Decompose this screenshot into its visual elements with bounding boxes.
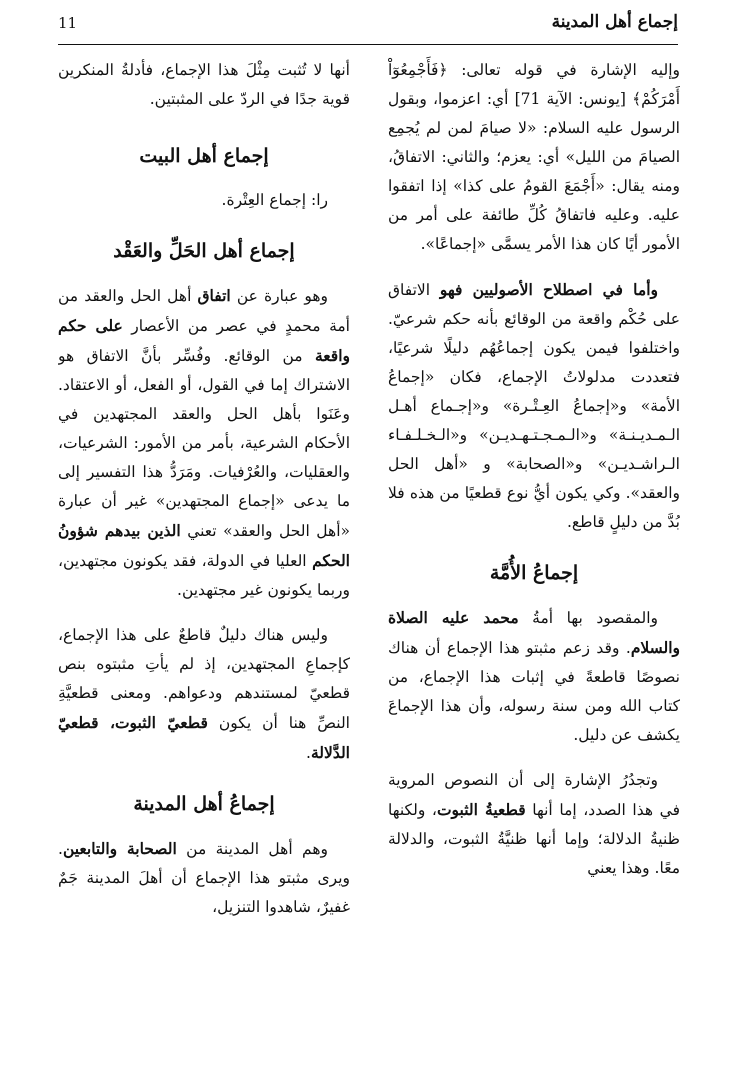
bold-phrase: الذين بيدهم شؤونُ الحكم bbox=[58, 521, 350, 570]
left-column bbox=[58, 56, 350, 1061]
text-run: وتجدُرُ الإشارة إلى أن النصوص المروية في هذا الصدد، إما أنها bbox=[388, 771, 680, 819]
bold-phrase: اتفاق bbox=[197, 286, 231, 305]
section-heading: إجماعُ أهل المدينة bbox=[133, 793, 275, 815]
paragraph bbox=[388, 603, 680, 750]
page-header bbox=[58, 10, 678, 45]
text-run: وليس هناك دليلٌ قاطعٌ على هذا الإجماع، كإجماعِ المجتهدين، إذ لم يأتِ مثبتوه بنص قطعيّ لمستندهم ودعواهم. ومعنى قطعيَّةِ النصِّ هنا أن يكون bbox=[58, 626, 350, 732]
text-run: الاتفاق على حُكْم واقعة من الوقائع بأنه حكم شرعيّ. واختلفوا فيمن يكون إجماعُهُم دليلًا شرعيًا، فتعددت مدلولاتُ الإجماع، فكان «إجماعُ الأمة» و«إجماعُ العِـتْـرة» و«إجـماع أهـل الـمـديـنـة» و«الـمـجـتـهـديـن» و«الـخـلـفـاء الـراشـديـن» و«الصحابة» و «أهل الحل والعقد». وكي يكون أيُّ نوع قطعيًا من هذه فلا بُدَّ من دليلٍ قاطع. bbox=[388, 281, 680, 531]
text-run: وهم أهل المدينة من bbox=[186, 840, 328, 858]
paragraph bbox=[58, 621, 350, 768]
text-run: من الوقائع. وفُسِّر بأنَّ الاتفاق هو الاشتراك إما في القول، أو الفعل، أو الاعتقاد. وعَنَوا بأهل الحل والعقد المجتهدين في الأحكام الشرعية، بأمر من الأمور: الشرعيات، والعقليات، والعُرْفيات. ومَرَدُّ هذا التفسير إلى ما يدعى «إجماع المجتهدين» غير أن عبارة «أهل الحل والعقد» تعني bbox=[58, 347, 350, 540]
running-title: إجماع أهل المدينة bbox=[551, 12, 678, 32]
section-heading: إجماع أهل الحَلِّ والعَقْد bbox=[113, 240, 295, 262]
text-run: . وقد زعم مثبتو هذا الإجماع أن هناك نصوصًا قاطعةً في إثبات هذا الإجماع، من كتاب الله ومن سنة رسوله، وأن هذا الإجماعَ يكشف عن دليل. bbox=[388, 639, 680, 744]
text-run: . bbox=[306, 744, 311, 762]
text-run: . ويرى مثبتو هذا الإجماع أن أهلَ المدينة جَمٌ غفيرٌ، شاهدوا التنزيل، bbox=[58, 840, 350, 916]
bold-phrase: وأما في اصطلاح الأصوليين فهو bbox=[439, 280, 658, 299]
paragraph: وإليه الإشارة في قوله تعالى: ﴿فَأَجْمِعُوٓاْ أَمْرَكُمْ﴾ [يونس: الآية 71] أي: اعزموا، وبقول الرسول عليه السلام: «لا صيامَ لمن لم يُجمِع الصيامَ من الليل» أي: يعزم؛ والثاني: الاتفاقُ، ومنه يقال: «أَجْمَعَ القومُ على كذا» إذا اتفقوا عليه. وعليه فاتفاقُ كُلِّ طائفة على أمر من الأمور أيًا كان هذا الأمر يسمَّى «إجماعًا». bbox=[388, 61, 680, 253]
paragraph bbox=[388, 766, 680, 883]
section-heading: إجماعُ الأُمَّة bbox=[489, 562, 579, 584]
page-number: 11 bbox=[58, 14, 78, 32]
text-run: العليا في الدولة، فقد يكونون مجتهدين، وربما يكونون غير مجتهدين. bbox=[58, 552, 350, 599]
bold-phrase: قطعيةُ الثبوت bbox=[436, 800, 526, 819]
bold-phrase: الصحابة والتابعين bbox=[62, 839, 177, 858]
bold-phrase: قطعيّ الثبوت، قطعيّ الدَّلالة bbox=[58, 713, 350, 762]
paragraph bbox=[58, 281, 350, 605]
paragraph bbox=[58, 834, 350, 922]
right-column bbox=[388, 56, 680, 1061]
cross-reference: را: إجماع العِتْرة. bbox=[221, 191, 328, 209]
paragraph bbox=[388, 275, 680, 537]
bold-phrase: على حكم واقعة bbox=[58, 316, 350, 365]
text-run: أهل الحل والعقد من أمة محمدٍ في عصر من الأعصار bbox=[58, 287, 350, 335]
text-run: والمقصود بها أمةُ bbox=[532, 609, 659, 627]
paragraph: أنها لا تُثبت مِثْلَ هذا الإجماع، فأدلةُ المنكرين قوية جدًا في الردّ على المثبتين. bbox=[58, 61, 350, 108]
text-run: وهو عبارة عن bbox=[236, 287, 328, 305]
bold-phrase: محمد عليه الصلاة والسلام bbox=[388, 608, 680, 657]
section-heading: إجماع أهل البيت bbox=[139, 145, 269, 167]
text-run: ، ولكنها ظنيةُ الدلالة؛ وإما أنها ظنيَّةُ الثبوت، والدلالة معًا. وهذا يعني bbox=[388, 801, 680, 877]
